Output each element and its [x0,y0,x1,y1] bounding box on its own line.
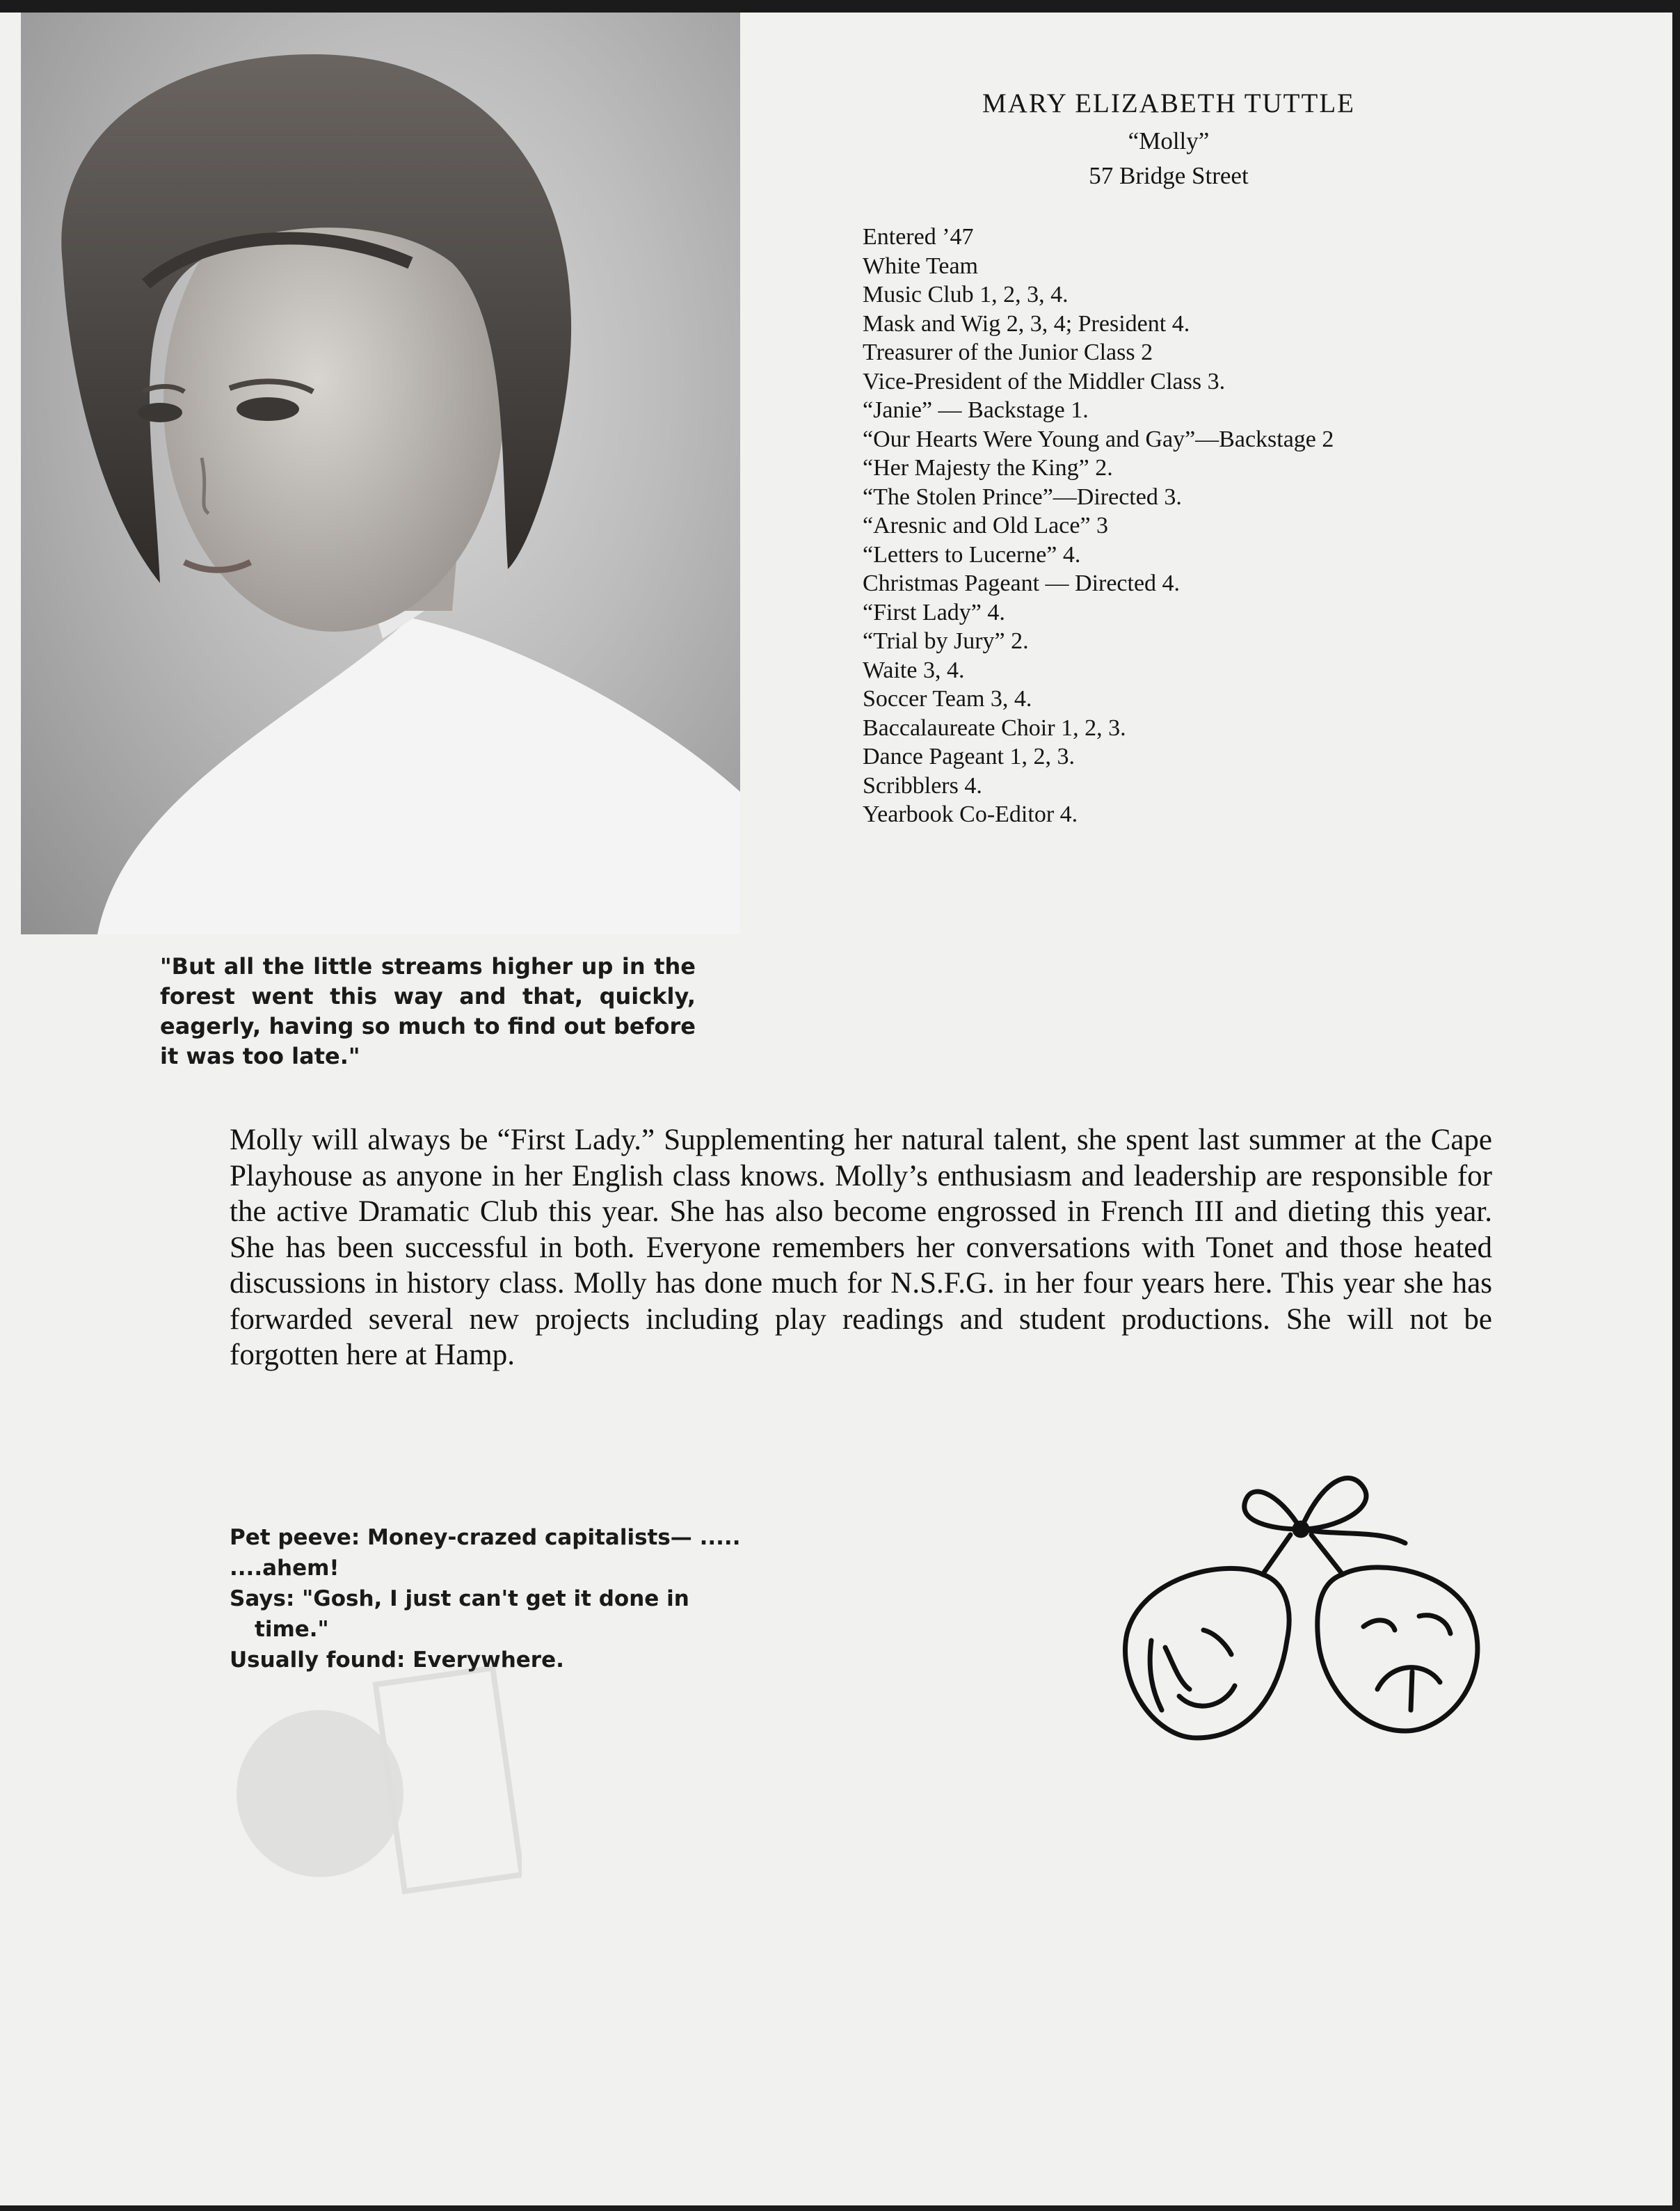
activity-item: “The Stolen Prince”—Directed 3. [863,484,1182,510]
yearbook-page [0,13,1672,2205]
activity-item: Yearbook Co-Editor 4. [863,801,1078,827]
student-nickname: “Molly” [1128,127,1210,154]
activity-item: “Her Majesty the King” 2. [863,455,1113,481]
portrait-photo [21,13,740,934]
activity-item: Vice-President of the Middler Class 3. [863,368,1226,394]
says-continued: time." [255,1617,329,1642]
says-line: Says: "Gosh, I just can't get it done in [230,1586,689,1611]
student-header [821,83,1517,193]
student-address: 57 Bridge Street [1089,162,1249,189]
activity-item: Baccalaureate Choir 1, 2, 3. [863,715,1126,741]
student-name: MARY ELIZABETH TUTTLE [982,88,1355,118]
portrait-drawing [21,13,740,934]
bleed-through-sketch [230,1634,522,1926]
activity-item: Scribblers 4. [863,772,982,799]
pet-peeve-continued: ....ahem! [230,1556,339,1581]
activity-item: Soccer Team 3, 4. [863,686,1032,712]
activity-item: “Janie” — Backstage 1. [863,397,1089,423]
biography-paragraph: Molly will always be “First Lady.” Supplementing her natural talent, she spent last summer at the Cape Playhouse as anyone in her English class knows. Molly’s enthusiasm and leadership are responsible for the active Dramatic Club this year. She has also become engrossed in French III and dieting this year. She has been successful in both. Everyone remembers her conversations with Tonet and those heated discussions in history class. Molly has done much for N.S.F.G. in her four years here. This year she has forwarded several new projects including play readings and student productions. She will not be forgotten here at Hamp. [230,1124,1492,1371]
activity-item: “Letters to Lucerne” 4. [863,541,1081,568]
photo-caption-quote: "But all the little streams higher up in the forest went this way and that, quickly, eagerly, having so much to find out before it was too late." [160,953,696,1069]
activity-item: Waite 3, 4. [863,657,965,683]
comedy-tragedy-masks-icon [1113,1453,1503,1759]
activities-list [863,223,1334,829]
activity-item: White Team [863,253,978,279]
activity-item: “Trial by Jury” 2. [863,628,1029,654]
activity-item: Entered ’47 [863,224,974,250]
activity-item: Christmas Pageant — Directed 4. [863,570,1181,596]
activity-item: Treasurer of the Junior Class 2 [863,340,1153,365]
activity-item: Mask and Wig 2, 3, 4; President 4. [863,310,1190,337]
pet-peeve-line: Pet peeve: Money-crazed capitalists— ..... [230,1525,741,1550]
activity-item: Music Club 1, 2, 3, 4. [863,282,1069,308]
activity-item: “First Lady” 4. [863,599,1005,625]
activity-item: “Our Hearts Were Young and Gay”—Backstage 2 [863,426,1334,452]
usually-found-line: Usually found: Everywhere. [230,1647,564,1673]
activity-item: “Aresnic and Old Lace” 3 [863,513,1109,538]
activity-item: Dance Pageant 1, 2, 3. [863,744,1075,769]
